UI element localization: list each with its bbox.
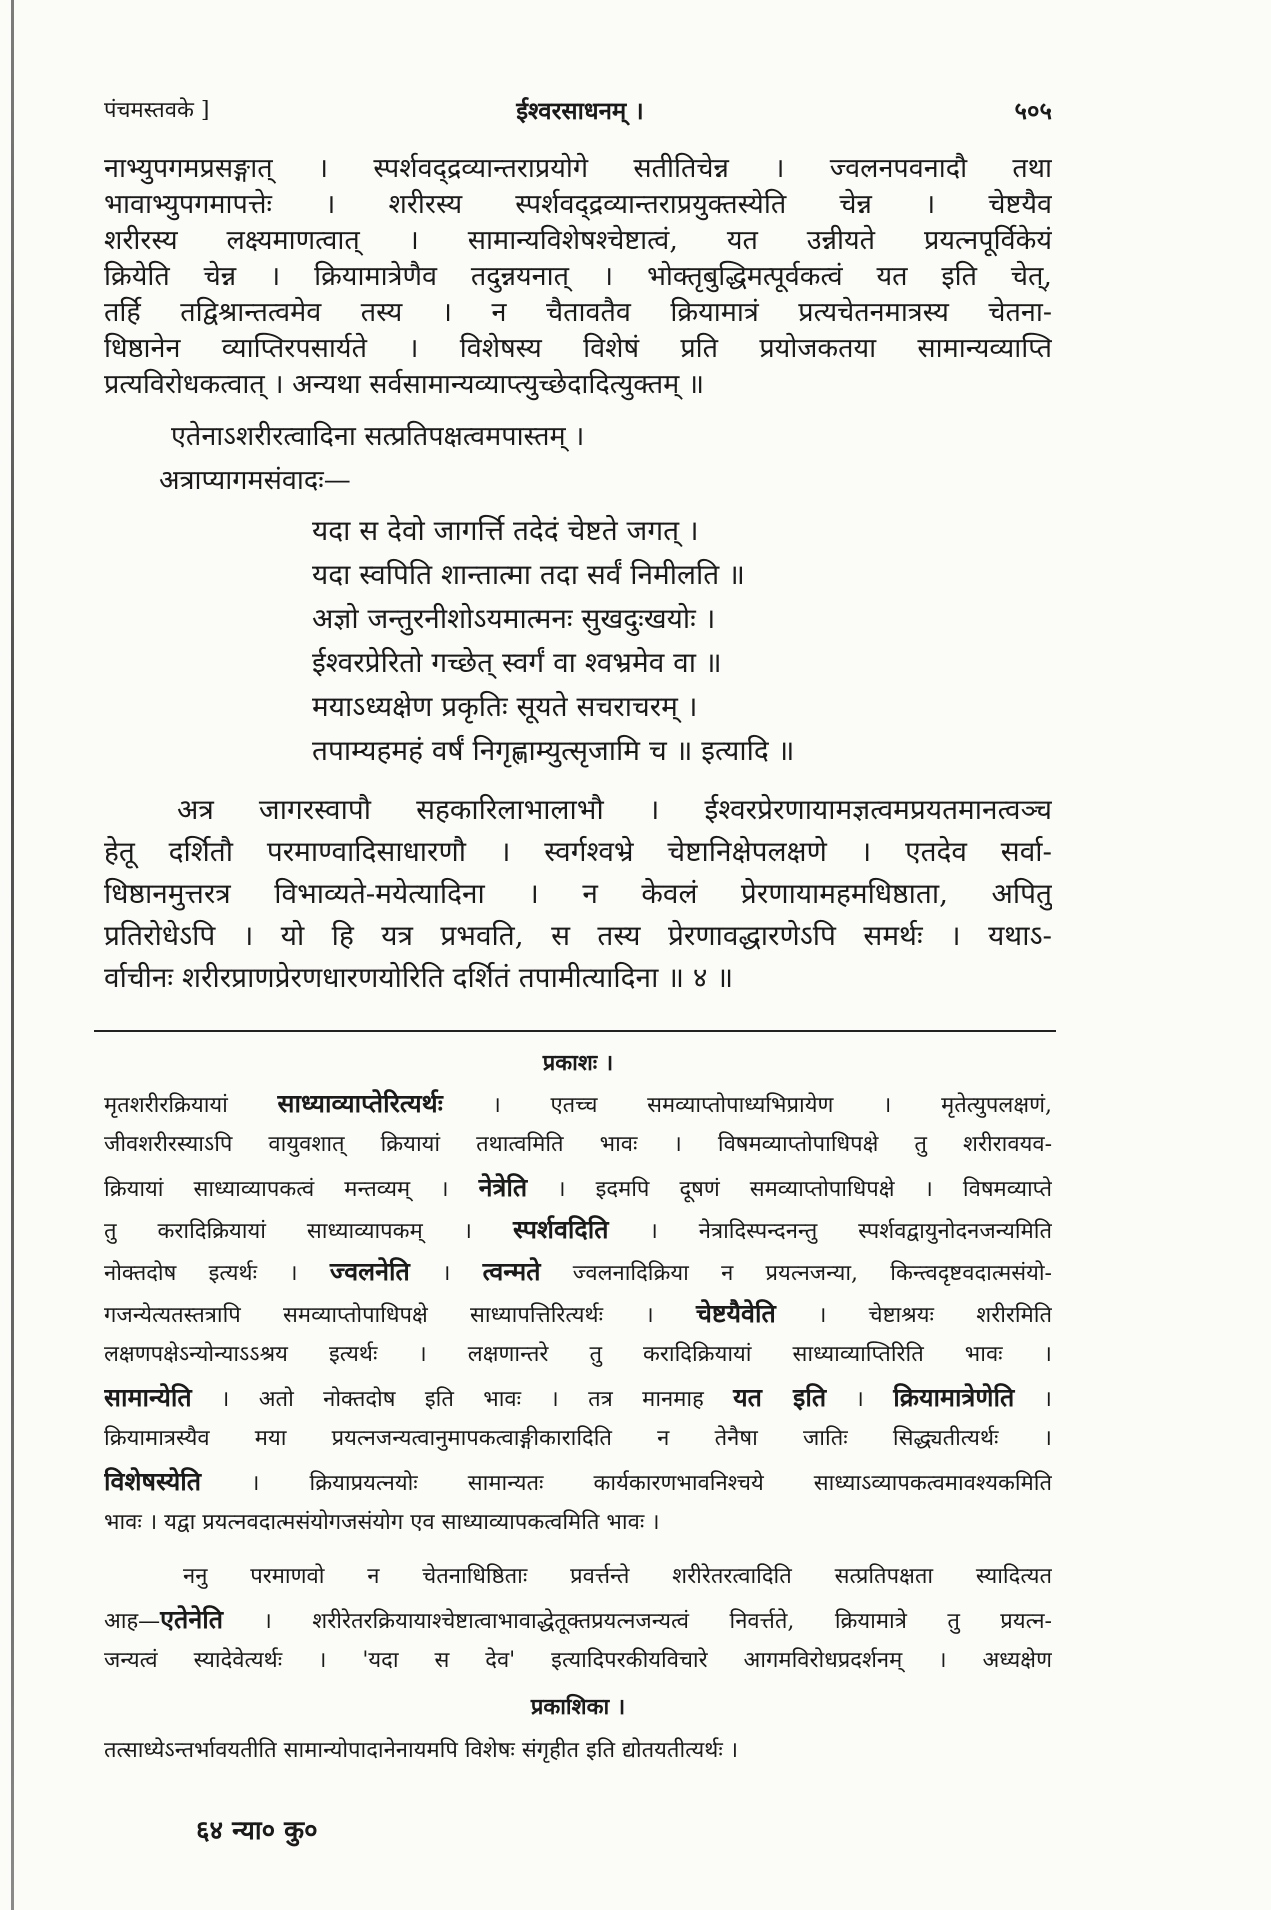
prakasha-line: क्रियामात्रस्यैव मया प्रयत्नजन्यत्वानुमापकत्वाङ्गीकारादिति न तेनैषा जातिः सिद्ध्यतीत्यर्थः । — [104, 1426, 1052, 1451]
pratika-term: चेष्टयैवेति — [695, 1298, 776, 1328]
pratika-term: क्रियामात्रेणेति — [893, 1382, 1015, 1412]
prakasha-line: भावः । यद्वा प्रयत्नवदात्मसंयोगजसंयोग एव साध्याव्यापकत्वमिति भावः । — [104, 1510, 660, 1535]
mula-text-line: क्रियेति चेन्न । क्रियामात्रेणैव तदुन्नयनात् । भोक्तृबुद्धिमत्पूर्वकत्वं यत इति चेत्, — [104, 261, 1052, 292]
mula-text-line: तर्हि तद्विश्रान्तत्वमेव तस्य । न चैतावतैव क्रियामात्रं प्रत्यचेतनमात्रस्य चेतना- — [104, 297, 1052, 328]
verse-line: अज्ञो जन्तुरनीशोऽयमात्मनः सुखदुःखयोः । — [312, 602, 716, 635]
pratika-term: एतेनेति — [160, 1604, 224, 1634]
verse-line: मयाऽध्यक्षेण प्रकृतिः सूयते सचराचरम् । — [312, 690, 698, 723]
mula-paragraph-line: हेतू दर्शितौ परमाण्वादिसाधारणौ । स्वर्गश्वभ्रे चेष्टानिक्षेपलक्षणे । एतदेव सर्वा- — [104, 835, 1052, 868]
prakasha-line: जीवशरीरस्याऽपि वायुवशात् क्रियायां तथात्वमिति भावः । विषमव्याप्तोपाधिपक्षे तु शरीरावयव- — [104, 1132, 1052, 1157]
prakasha-paragraph-line — [104, 1601, 1052, 1637]
mula-paragraph-line: धिष्ठानमुत्तरत्र विभाव्यते-मयेत्यादिना । न केवलं प्रेरणायामहमधिष्ठाता, अपितु — [104, 877, 1052, 910]
verse-line: तपाम्यहमहं वर्षं निगृह्णाम्युत्सृजामि च ॥ इत्यादि ॥ — [312, 734, 795, 767]
pratika-term: साध्याव्याप्तेरित्यर्थः — [277, 1088, 443, 1118]
pratika-term: ज्वलनेति — [329, 1256, 410, 1286]
pratika-term: नेत्रेति — [478, 1172, 528, 1202]
text-run: । अतो नोक्तदोष इति भावः । तत्र मानमाह — [191, 1387, 734, 1412]
mula-paragraph-line: अत्र जागरस्वापौ सहकारिलाभालाभौ । ईश्वरप्रेरणायामज्ञत्वमप्रयतमानत्वञ्च — [177, 793, 1052, 826]
text-run: नोक्तदोष इत्यर्थः । — [104, 1261, 330, 1286]
prakashika-heading: प्रकाशिका । — [530, 1694, 626, 1720]
text-run: । नेत्रादिस्पन्दनन्तु स्पर्शवद्वायुनोदनजन्यमिति — [608, 1219, 1052, 1244]
text-run: तु करादिक्रियायां साध्याव्यापकम् । — [104, 1219, 513, 1244]
mula-text-line: शरीरस्य लक्ष्यमाणत्वात् । सामान्यविशेषश्चेष्टात्वं, यत उन्नीयते प्रयत्नपूर्विकेयं — [104, 225, 1052, 256]
section-title: पंचमस्तवके ] — [104, 98, 210, 123]
mula-text-line: नाभ्युपगमप्रसङ्गात् । स्पर्शवद्द्रव्यान्तराप्रयोगे सतीतिचेन्न । ज्वलनपवनादौ तथा — [104, 153, 1052, 184]
prakasha-line — [104, 1085, 1052, 1121]
page-number: ५०५ — [1014, 96, 1052, 125]
text-run: क्रियायां साध्याव्यापकत्वं मन्तव्यम् । — [104, 1177, 479, 1202]
pratika-term: स्पर्शवदिति — [512, 1214, 609, 1244]
text-run: । चेष्टाश्रयः शरीरमिति — [775, 1303, 1052, 1328]
agama-intro: अत्राप्यागमसंवादः— — [159, 465, 351, 496]
prakasha-heading: प्रकाशः । — [542, 1050, 614, 1076]
prakasha-line: लक्षणपक्षेऽन्योन्याऽऽश्रय इत्यर्थः । लक्षणान्तरे तु करादिक्रियायां साध्याव्याप्तिरिति भावः । — [104, 1342, 1052, 1367]
section-divider — [94, 1030, 1056, 1032]
prakashika-line: तत्साध्येऽन्तर्भावयतीति सामान्योपादानेनायमपि विशेषः संगृहीत इति द्योतयतीत्यर्थः । — [104, 1738, 739, 1763]
pratika-term: त्वन्मते — [482, 1256, 541, 1286]
footer-signature: ६४ न्या० कु० — [196, 1816, 318, 1846]
verse-line: यदा स्वपिति शान्तात्मा तदा सर्वं निमीलति ॥ — [312, 558, 745, 591]
text-run: । — [826, 1387, 894, 1412]
mula-text-line: भावाभ्युपगमापत्तेः । शरीरस्य स्पर्शवद्द्रव्यान्तराप्रयुक्तस्येति चेन्न । चेष्टयैव — [104, 189, 1052, 220]
text-run: । — [1014, 1387, 1052, 1412]
prakasha-line — [104, 1379, 1052, 1415]
pratika-term: सामान्येति — [104, 1382, 192, 1412]
verse-line: यदा स देवो जागर्त्ति तदेदं चेष्टते जगत् । — [312, 514, 699, 547]
mula-paragraph-line: र्वाचीनः शरीरप्राणप्रेरणधारणयोरिति दर्शितं तपामीत्यादिना ॥ ४ ॥ — [104, 961, 734, 994]
prakasha-line — [104, 1253, 1052, 1289]
text-run: । — [409, 1261, 483, 1286]
text-run: ज्वलनादिक्रिया न प्रयत्नजन्या, किन्त्वदृष्टवदात्मसंयो- — [540, 1261, 1052, 1286]
prakasha-paragraph-line: जन्यत्वं स्यादेवेत्यर्थः । 'यदा स देव' इत्यादिपरकीयविचारे आगमविरोधप्रदर्शनम् । अध्यक्षेण — [104, 1648, 1052, 1673]
verse-line: ईश्वरप्रेरितो गच्छेत् स्वर्गं वा श्वभ्रमेव वा ॥ — [312, 646, 722, 679]
mula-text-line: धिष्ठानेन व्याप्तिरपसार्यते । विशेषस्य विशेषं प्रति प्रयोजकतया सामान्यव्याप्ति — [104, 333, 1052, 364]
scan-edge-line — [11, 0, 14, 1910]
prakasha-line — [104, 1463, 1052, 1499]
pratika-term: विशेषस्येति — [104, 1466, 202, 1496]
text-run: आह— — [104, 1609, 161, 1634]
chapter-title: ईश्वरसाधनम् । — [516, 96, 644, 125]
mula-paragraph-line: प्रतिरोधेऽपि । यो हि यत्र प्रभवति, स तस्य प्रेरणावद्धारणेऽपि समर्थः । यथाऽ- — [104, 919, 1052, 952]
text-run: । शरीरेतरक्रियायाश्चेष्टात्वाभावाद्धेतूक्तप्रयत्नजन्यत्वं निवर्त्तते, क्रियामात्रे तु प्रयत्न- — [223, 1609, 1052, 1634]
prakasha-paragraph-line: ननु परमाणवो न चेतनाधिष्ठिताः प्रवर्त्तन्ते शरीरेतरत्वादिति सत्प्रतिपक्षता स्यादित्यत — [183, 1564, 1052, 1589]
text-run: । एतच्च समव्याप्तोपाध्यभिप्रायेण । मृतेत्युपलक्षणं, — [442, 1093, 1052, 1118]
prakasha-line — [104, 1295, 1052, 1331]
mula-etena-line: एतेनाऽशरीरत्वादिना सत्प्रतिपक्षत्वमपास्तम् । — [171, 421, 585, 452]
prakasha-line — [104, 1211, 1052, 1247]
mula-text-line: प्रत्यविरोधकत्वात् । अन्यथा सर्वसामान्यव्याप्त्युच्छेदादित्युक्तम् ॥ — [104, 369, 705, 400]
pratika-term: यत इति — [733, 1382, 827, 1412]
text-run: गजन्येत्यतस्तत्रापि समव्याप्तोपाधिपक्षे साध्यापत्तिरित्यर्थः । — [104, 1303, 696, 1328]
text-run: । क्रियाप्रयत्नयोः सामान्यतः कार्यकारणभावनिश्चये साध्याऽव्यापकत्वमावश्यकमिति — [201, 1471, 1052, 1496]
prakasha-line — [104, 1169, 1052, 1205]
text-run: मृतशरीरक्रियायां — [104, 1093, 278, 1118]
text-run: । इदमपि दूषणं समव्याप्तोपाधिपक्षे । विषमव्याप्ते — [527, 1177, 1052, 1202]
